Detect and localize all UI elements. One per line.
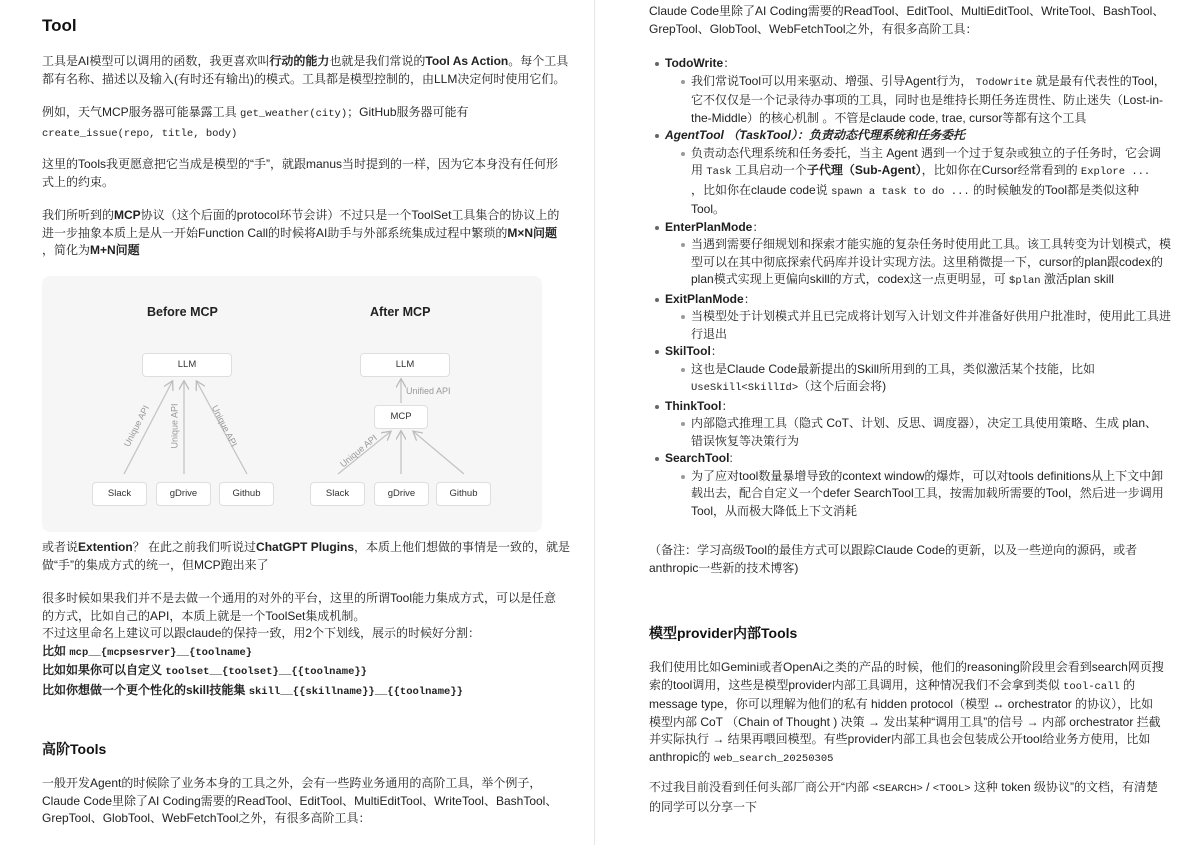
unique-api-label-2: Unique API <box>169 403 180 449</box>
right-intro-paragraph: Claude Code里除了AI Coding需要的ReadTool、EditTool、MultiEditTool、WriteTool、BashTool、 GrepTool、GlobTool、WebFetchTool之外，有很多高阶工具： <box>649 4 1165 36</box>
before-mcp-title: Before MCP <box>147 305 218 319</box>
inline-code: skill__{{skillname}}__{{toolname}} <box>248 685 463 698</box>
note-paragraph: （备注：学习高级Tool的最佳方式可以跟踪Claude Code的更新，以及一些逆向的源码，或者 anthropic一些新的技术博客) <box>649 543 1138 575</box>
slack-node-before: Slack <box>92 482 147 506</box>
list-item-skiltool: SkilTool： <box>649 343 1179 361</box>
list-item-todowrite: TodoWrite： <box>649 55 1179 73</box>
inline-code: get_weather(city) <box>240 108 348 120</box>
list-item-desc: 当遇到需要仔细规划和探索才能实施的复杂任务时使用此工具。该工具转变为计划模式，模 型可以在其中彻底探索代码库并设计实现方法。这里稍微提一下，cursor的plan跟codex的 plan模式实现上更偏向skill的方式，codex这一点更明显，可 $plan 激活plan skill <box>649 236 1179 291</box>
intro-paragraph: 工具是AI模型可以调用的函数，我更喜欢叫行动的能力也就是我们常说的Tool As Action。每个工具 都有名称、描述以及输入(有时还有输出)的模式。工具都是模型控制的，由LLM决定何时使用它们。 <box>42 54 569 86</box>
inline-code: toolset__{toolset}__{{toolname}} <box>165 666 367 678</box>
list-item-thinktool: ThinkTool： <box>649 398 1179 416</box>
inline-code: mcp__{mcpsesrver}__{toolname} <box>69 646 253 659</box>
list-item-desc: 为了应对tool数量暴增导致的context window的爆炸，可以对tools definitions从上下文中卸 载出去，配合自定义一个defer SearchTool工具，按需加载所需要的Tool，然后进一步调用 Tool，从而极大降低上下文消耗 <box>649 468 1179 521</box>
llm-node-after: LLM <box>360 353 450 377</box>
list-item-enterplanmode: EnterPlanMode： <box>649 219 1179 237</box>
unified-api-label: Unified API <box>406 386 451 396</box>
inline-code: web_search_20250305 <box>713 752 834 765</box>
inline-code: $plan <box>1009 275 1041 287</box>
inline-code: Task <box>706 166 732 178</box>
example-paragraph: 例如，天气MCP服务器可能暴露工具 get_weather(city)；GitHub服务器可能有 create_issue(repo, title, body) <box>42 105 469 140</box>
inline-code: TodoWrite <box>975 76 1033 89</box>
advanced-tools-paragraph: 一般开发Agent的时候除了业务本身的工具之外，会有一些跨业务通用的高阶工具，举个例子， Claude Code里除了AI Coding需要的ReadTool、EditTool、MultiEditTool、WriteTool、BashTool、 GrepTool、GlobTool、WebFetchTool之外，有很多高阶工具： <box>42 776 558 825</box>
mcp-paragraph: 我们所听到的MCP协议（这个后面的protocol环节会讲）不过只是一个ToolSet工具集合的协议上的 进一步抽象本质上是从一开始Function Call的时候将AI助手与外部系统集成过程中繁琐的M×N问题 ，简化为M+N问题 <box>42 208 560 257</box>
list-item-desc: 这也是Claude Code最新提出的Skill所用到的工具，类似激活某个技能，比如 UseSkill<SkillId>（这个后面会将) <box>649 361 1179 398</box>
section-title-advanced-tools: 高阶Tools <box>42 741 107 757</box>
inline-code: create_issue(repo, title, body) <box>42 127 238 140</box>
section-title-provider-tools: 模型provider内部Tools <box>649 625 798 641</box>
inline-code: UseSkill<SkillId> <box>691 382 799 394</box>
list-item-desc: 负责动态代理系统和任务委托，当主 Agent 遇到一个过于复杂或独立的子任务时，它会调 用 Task 工具启动一个子代理（Sub-Agent），比如你在Cursor经常看到的 Explore ... ，比如你在claude code说 spawn a task to do ... 的时候触发的Tool都是类似这种 Tool。 <box>649 145 1179 219</box>
llm-node-before: LLM <box>142 353 232 377</box>
inline-code: <TOOL> <box>932 783 971 795</box>
page-divider <box>594 0 595 845</box>
gdrive-node-after: gDrive <box>374 482 429 506</box>
closing-paragraph: 不过我目前没看到任何头部厂商公开“内部 <SEARCH> / <TOOL> 这种 token 级协议”的文档，有清楚 的同学可以分享一下 <box>649 780 1158 814</box>
inline-code: <SEARCH> <box>872 783 923 795</box>
extention-paragraph: 或者说Extention？ 在此之前我们听说过ChatGPT Plugins，本质上他们想做的事情是一致的，就是 做“手”的集成方式的统一，但MCP跑出来了 <box>42 540 571 572</box>
page-title: Tool <box>42 16 77 35</box>
mcp-diagram <box>42 276 542 532</box>
gdrive-node-before: gDrive <box>156 482 211 506</box>
hands-paragraph: 这里的Tools我更愿意把它当成是模型的“手”，就跟manus当时提到的一样，因为它本身没有任何形 式上的约束。 <box>42 157 559 189</box>
list-item-desc: 我们常说Tool可以用来驱动、增强、引导Agent行为， TodoWrite 就是最有代表性的Tool， 它不仅仅是一个记录待办事项的工具，同时也是维持长期任务连贯性、防止迷失（Lost-in- the-Middle）的核心机制 。不管是claude code, trae, cursor等都有这个工具 <box>649 73 1179 128</box>
list-item-desc: 当模型处于计划模式并且已完成将计划写入计划文件并准备好供用户批准时，使用此工具进 行退出 <box>649 308 1179 343</box>
list-item-desc: 内部隐式推理工具（隐式 CoT、计划、反思、调度器），决定工具使用策略、生成 plan、 错误恢复等决策行为 <box>649 415 1179 450</box>
unique-api-label-4: Unique API <box>338 432 379 470</box>
right-page <box>596 0 1200 845</box>
unique-api-label-1: Unique API <box>121 403 152 449</box>
unique-api-label-3: Unique API <box>209 403 240 449</box>
inline-code: Explore ... <box>1080 166 1151 178</box>
mcp-node: MCP <box>374 405 428 429</box>
list-item-exitplanmode: ExitPlanMode： <box>649 291 1179 309</box>
naming-paragraph: 很多时候如果我们并不是去做一个通用的对外的平台，这里的所谓Tool能力集成方式，可以是任意 的方式，比如自己的API，本质上就是一个ToolSet集成机制。 不过这里命名上建议可以跟claude的保持一致，用2个下划线，展示的时候好分割： 比如 mcp__{mcpsesrver}__{toolname} 比如如果你可以自定义 toolset__{toolset}__{{toolname}} 比如你想做一个更个性化的skill技能集 skill__{{skillname}}__{{toolname}} <box>42 591 557 698</box>
github-node-after: Github <box>436 482 491 506</box>
list-item-searchtool: SearchTool: <box>649 450 1179 468</box>
list-item-agenttool: AgentTool （TaskTool）：负责动态代理系统和任务委托 <box>649 127 1179 145</box>
inline-code: tool-call <box>1063 680 1120 693</box>
after-mcp-title: After MCP <box>370 305 431 319</box>
slack-node-after: Slack <box>310 482 365 506</box>
provider-paragraph: 我们使用比如Gemini或者OpenAi之类的产品的时候，他们的reasoning阶段里会看到search网页搜 索的tool调用，这些是模型provider内部工具调用，这种情况我们不会拿到类似 tool-call 的 message type，你可以理解为他们的私有 hidden protocol（模型 ↔ orchestrator 的协议），比如 模型内部 CoT （Chain of Thought ) 决策 → 发出某种“调用工具”的信号 → 内部 orchestrator 拦截 并实际执行 → 结果再喂回模型。有些provider内部工具也会包装成公开tool给业务方使用，比如 anthropic的 web_search_20250305 <box>649 660 1164 765</box>
github-node-before: Github <box>219 482 274 506</box>
inline-code: spawn a task to do ... <box>831 185 970 198</box>
advanced-tools-list <box>649 55 1179 520</box>
left-page <box>0 0 594 845</box>
